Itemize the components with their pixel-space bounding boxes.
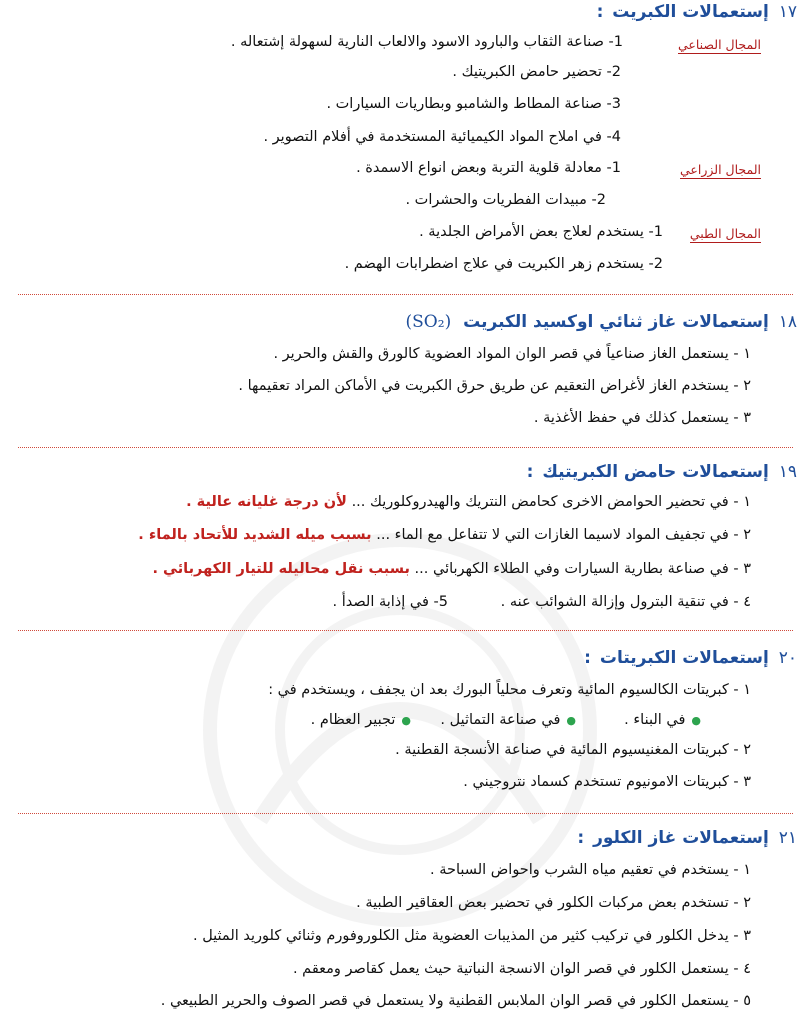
list-item: 5- في إذابة الصدأ . xyxy=(332,594,448,610)
heading-colon: : xyxy=(577,828,585,848)
heading-colon: : xyxy=(526,462,534,482)
list-item: 2- يستخدم زهر الكبريت في علاج اضطرابات الهضم . xyxy=(344,256,663,272)
section-divider xyxy=(18,447,793,448)
list-item: ٣ - كبريتات الامونيوم تستخدم كسماد نتروجيني . xyxy=(463,774,751,790)
list-item xyxy=(138,527,751,543)
item-text: ٣ - في صناعة بطارية السيارات وفي الطلاء الكهربائي ... xyxy=(409,561,751,577)
list-item: ٤ - في تنقية البترول وإزالة الشوائب عنه . xyxy=(500,594,751,610)
section-title: إستعمالات غاز ثنائي اوكسيد الكبريت xyxy=(463,312,769,332)
section-title: إستعمالات حامض الكبريتيك xyxy=(542,462,769,482)
bullet-item xyxy=(624,712,701,728)
section-18-heading xyxy=(406,312,797,332)
section-divider xyxy=(18,813,793,814)
list-item: 3- صناعة المطاط والشامبو وبطاريات السيارات . xyxy=(326,96,621,112)
list-item: ١ - كبريتات الكالسيوم المائية وتعرف محلياً البورك بعد ان يجفف ، ويستخدم في : xyxy=(268,682,751,698)
section-divider xyxy=(18,630,793,631)
section-21-heading xyxy=(577,828,797,848)
list-item: 4- في املاح المواد الكيميائية المستخدمة في أفلام التصوير . xyxy=(263,129,621,145)
industrial-field-tag: المجال الصناعي xyxy=(677,37,761,52)
section-title: إستعمالات غاز الكلور xyxy=(593,828,769,848)
list-item: ٣ - يستعمل كذلك في حفظ الأغذية . xyxy=(533,410,751,426)
list-item xyxy=(186,494,751,510)
list-item: 1- يستخدم لعلاج بعض الأمراض الجلدية . xyxy=(419,224,663,240)
section-17-heading xyxy=(597,2,797,22)
list-item: 2- تحضير حامض الكبريتيك . xyxy=(452,64,621,80)
section-number: ١٨ xyxy=(778,312,797,332)
heading-colon: : xyxy=(596,2,604,22)
bullet-item xyxy=(440,712,576,728)
list-item: ١ - يستخدم في تعقيم مياه الشرب واحواض السباحة . xyxy=(430,862,751,878)
list-item: ٥ - يستعمل الكلور في قصر الوان الملابس القطنية ولا يستعمل في قصر الصوف والحرير الطبيعي . xyxy=(160,993,751,1009)
bullet-icon: ● xyxy=(691,714,701,727)
section-20-heading xyxy=(584,648,797,668)
list-item: ٣ - يدخل الكلور في تركيب كثير من المذيبات العضوية مثل الكلوروفورم وثنائي كلوريد المثيل . xyxy=(192,928,751,944)
list-item: ٢ - يستخدم الغاز لأغراض التعقيم عن طريق حرق الكبريت في الأماكن المراد تعقيمها . xyxy=(238,378,751,394)
list-item: ٢ - تستخدم بعض مركبات الكلور في تحضير بعض العقاقير الطبية . xyxy=(356,895,751,911)
bullet-text: تجبير العظام . xyxy=(310,712,396,728)
list-item: ٤ - يستعمل الكلور في قصر الوان الانسجة النباتية حيث يعمل كقاصر ومعقم . xyxy=(292,961,751,977)
item-reason: بسبب نقل محاليله للتيار الكهربائي . xyxy=(152,561,410,577)
section-number: ٢١ xyxy=(778,828,797,848)
section-divider xyxy=(18,294,793,295)
chemical-formula: (SO₂) xyxy=(405,312,452,332)
bullet-text: في البناء . xyxy=(624,712,686,728)
list-item xyxy=(153,561,752,577)
list-item: 2- مبيدات الفطريات والحشرات . xyxy=(405,192,606,208)
bullet-item xyxy=(311,712,411,728)
section-19-heading xyxy=(527,462,797,482)
list-item: ١ - يستعمل الغاز صناعياً في قصر الوان المواد العضوية كالورق والقش والحرير . xyxy=(273,346,751,362)
list-item: ٢ - كبريتات المغنيسيوم المائية في صناعة الأنسجة القطنية . xyxy=(395,742,751,758)
item-reason: لأن درجة غليانه عالية . xyxy=(186,494,347,510)
list-item: 1- معادلة قلوية التربة وبعض انواع الاسمدة . xyxy=(356,160,621,176)
bullet-icon: ● xyxy=(401,714,411,727)
heading-colon: : xyxy=(584,648,591,668)
bullet-icon: ● xyxy=(566,714,576,727)
section-title: إستعمالات الكبريت xyxy=(612,2,769,22)
item-reason: بسبب ميله الشديد للأتحاد بالماء . xyxy=(138,527,372,543)
medical-field-tag: المجال الطبي xyxy=(689,226,761,241)
agricultural-field-tag: المجال الزراعي xyxy=(679,162,761,177)
section-number: ٢٠ xyxy=(778,648,797,668)
item-text: ١ - في تحضير الحوامض الاخرى كحامض النتريك والهيدروكلوريك ... xyxy=(346,494,751,510)
bullet-text: في صناعة التماثيل . xyxy=(440,712,561,728)
section-title: إستعمالات الكبريتات xyxy=(599,648,769,668)
list-item: 1- صناعة الثقاب والبارود الاسود والالعاب النارية لسهولة إشتعاله . xyxy=(230,34,623,50)
section-number: ١٧ xyxy=(778,2,797,22)
section-number: ١٩ xyxy=(778,462,797,482)
item-text: ٢ - في تجفيف المواد لاسيما الغازات التي لا تتفاعل مع الماء ... xyxy=(371,527,751,543)
